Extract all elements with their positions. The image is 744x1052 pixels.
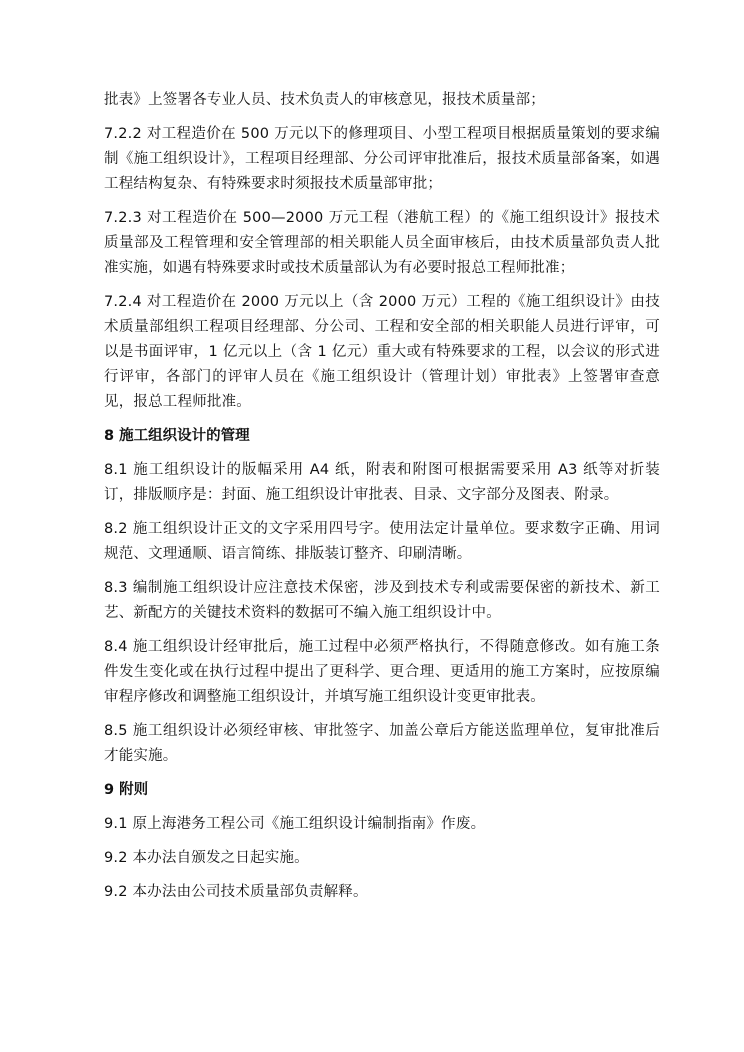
paragraph-8-3: 8.3 编制施工组织设计应注意技术保密，涉及到技术专利或需要保密的新技术、新工艺、新配方的关键技术资料的数据可不编入施工组织设计中。 [104,580,660,621]
document-page [104,88,660,914]
paragraph-8-4: 8.4 施工组织设计经审批后，施工过程中必须严格执行，不得随意修改。如有施工条件发生变化或在执行过程中提出了更科学、更合理、更适用的施工方案时，应按原编审程序修改和调整施工组织设计，并填写施工组织设计变更审批表。 [104,639,660,705]
paragraph-8-5: 8.5 施工组织设计必须经审核、审批签字、加盖公章后方能送监理单位，复审批准后才能实施。 [104,723,660,764]
paragraph-7-2-2: 7.2.2 对工程造价在 500 万元以下的修理项目、小型工程项目根据质量策划的要求编制《施工组织设计》，工程项目经理部、分公司评审批准后，报技术质量部备案，如遇工程结构复杂、有特殊要求时须报技术质量部审批； [104,126,660,192]
paragraph-7-2-3: 7.2.3 对工程造价在 500—2000 万元工程（港航工程）的《施工组织设计》报技术质量部及工程管理和安全管理部的相关职能人员全面审核后，由技术质量部负责人批准实施，如遇有特殊要求时或技术质量部认为有必要时报总工程师批准； [104,210,660,276]
paragraph-9-3: 9.2 本办法由公司技术质量部负责解释。 [104,884,368,900]
paragraph-9-1: 9.1 原上海港务工程公司《施工组织设计编制指南》作废。 [104,816,486,832]
paragraph-9-2: 9.2 本办法自颁发之日起实施。 [104,850,309,866]
paragraph-7-2-4: 7.2.4 对工程造价在 2000 万元以上（含 2000 万元）工程的《施工组织设计》由技术质量部组织工程项目经理部、分公司、工程和安全部的相关职能人员进行评审，可以是书面评审，1 亿元以上（含 1 亿元）重大或有特殊要求的工程，以会议的形式进行评审，各部门的评审人员在《施工组织设计（管理计划）审批表》上签署审查意见，报总工程师批准。 [104,294,660,410]
paragraph-8-1: 8.1 施工组织设计的版幅采用 A4 纸，附表和附图可根据需要采用 A3 纸等对折装订，排版顺序是：封面、施工组织设计审批表、目录、文字部分及图表、附录。 [104,462,660,503]
paragraph-approval-continued: 批表》上签署各专业人员、技术负责人的审核意见，报技术质量部； [104,92,545,108]
section-8-heading: 8 施工组织设计的管理 [104,428,250,444]
section-9-heading: 9 附则 [104,782,149,798]
paragraph-8-2: 8.2 施工组织设计正文的文字采用四号字。使用法定计量单位。要求数字正确、用词规范、文理通顺、语言简练、排版装订整齐、印刷清晰。 [104,521,660,562]
